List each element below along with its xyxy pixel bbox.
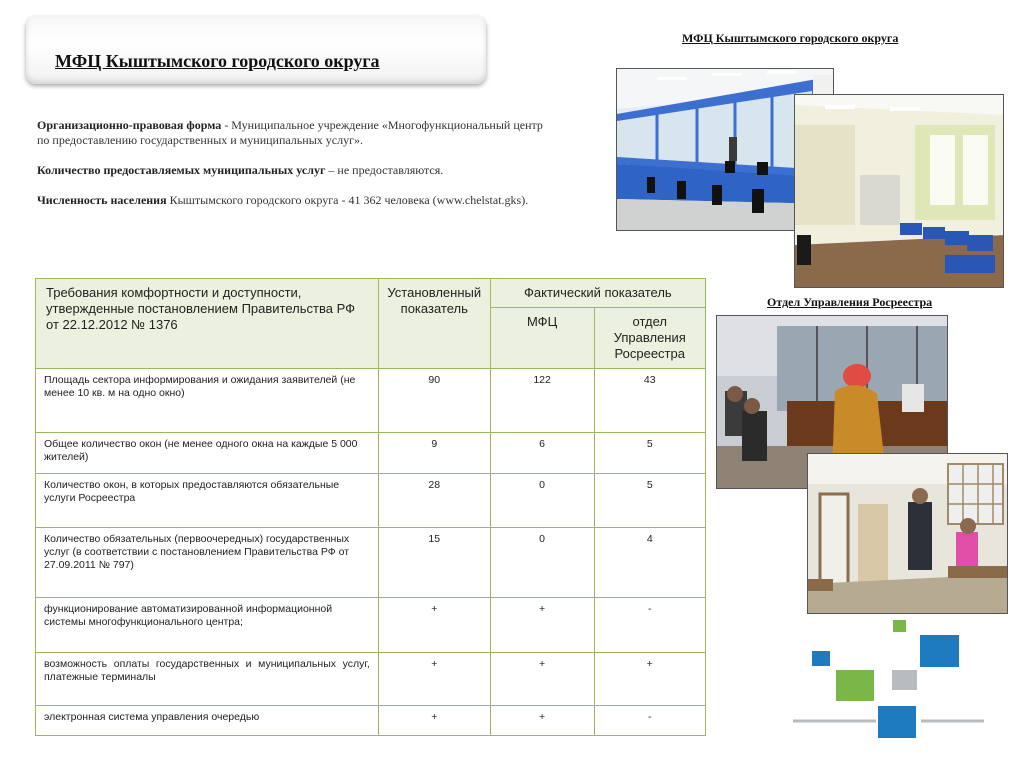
row-mfc: 0 xyxy=(490,528,594,598)
info-block xyxy=(37,118,557,223)
row-label: Количество обязательных (первоочередных) государственных услуг (в соответствии с постановлением Правительства РФ от 27.09.2011 № 797) xyxy=(36,528,379,598)
table-row xyxy=(36,706,706,736)
header-established: Установленный показатель xyxy=(378,279,490,369)
row-label: Общее количество окон (не менее одного окна на каждые 5 000 жителей) xyxy=(36,433,379,474)
row-established: + xyxy=(378,706,490,736)
grey-square xyxy=(892,670,917,690)
photo-corridor xyxy=(807,453,1008,614)
row-mfc: + xyxy=(490,706,594,736)
row-label: Количество окон, в которых предоставляются обязательные услуги Росреестра xyxy=(36,474,379,528)
services-value: – не предоставляются. xyxy=(325,163,444,177)
row-established: 9 xyxy=(378,433,490,474)
population-label: Численность населения xyxy=(37,193,167,207)
photo-waiting-area xyxy=(794,94,1004,288)
row-established: + xyxy=(378,598,490,653)
table-row xyxy=(36,474,706,528)
row-label: Площадь сектора информирования и ожидания заявителей (не менее 10 кв. м на одно окно) xyxy=(36,369,379,433)
table-row xyxy=(36,598,706,653)
row-rosreestr: 4 xyxy=(594,528,706,598)
small-green-square xyxy=(893,620,906,632)
row-established: + xyxy=(378,653,490,706)
header-requirements: Требования комфортности и доступности, утвержденные постановлением Правительства РФ от 22.12.2012 № 1376 xyxy=(36,279,379,369)
row-established: 90 xyxy=(378,369,490,433)
header-actual: Фактический показатель xyxy=(490,279,705,308)
row-mfc: + xyxy=(490,598,594,653)
page-title: МФЦ Кыштымского городского округа xyxy=(55,51,380,71)
row-rosreestr: + xyxy=(594,653,706,706)
table-row xyxy=(36,369,706,433)
org-form-paragraph xyxy=(37,118,557,148)
row-label: функционирование автоматизированной информационной системы многофункционального центра; xyxy=(36,598,379,653)
table-row xyxy=(36,433,706,474)
org-form-value: - Муниципальное учреждение «Многофункциональный центр по предоставлению государственных и муниципальных услуг». xyxy=(37,118,543,147)
row-label: возможность оплаты государственных и муниципальных услуг, платежные терминалы xyxy=(36,653,379,706)
row-rosreestr: - xyxy=(594,706,706,736)
row-label: электронная система управления очередью xyxy=(36,706,379,736)
row-mfc: 0 xyxy=(490,474,594,528)
org-form-label: Организационно-правовая форма xyxy=(37,118,222,132)
row-rosreestr: 5 xyxy=(594,433,706,474)
row-mfc: + xyxy=(490,653,594,706)
table-row xyxy=(36,528,706,598)
large-green-square xyxy=(836,670,874,701)
row-rosreestr: - xyxy=(594,598,706,653)
row-mfc: 6 xyxy=(490,433,594,474)
row-mfc: 122 xyxy=(490,369,594,433)
large-blue-square xyxy=(920,635,959,667)
population-value: Кыштымского городского округа - 41 362 человека (www.chelstat.gks). xyxy=(166,193,529,207)
services-paragraph xyxy=(37,163,557,178)
small-blue-square xyxy=(812,651,830,666)
header-rosreestr: отдел Управления Росреестра xyxy=(594,308,706,369)
bottom-blue-square xyxy=(878,706,916,738)
title-box xyxy=(26,16,486,84)
services-label: Количество предоставляемых муниципальных услуг xyxy=(37,163,326,177)
row-established: 15 xyxy=(378,528,490,598)
table-row xyxy=(36,653,706,706)
population-paragraph xyxy=(37,193,557,208)
row-established: 28 xyxy=(378,474,490,528)
row-rosreestr: 43 xyxy=(594,369,706,433)
decorative-squares xyxy=(790,615,990,740)
right-title: МФЦ Кыштымского городского округа xyxy=(682,31,899,45)
row-rosreestr: 5 xyxy=(594,474,706,528)
header-mfc: МФЦ xyxy=(490,308,594,369)
table-header-row xyxy=(36,279,706,308)
requirements-table xyxy=(35,278,706,736)
rosreestr-caption: Отдел Управления Росреестра xyxy=(767,295,933,309)
